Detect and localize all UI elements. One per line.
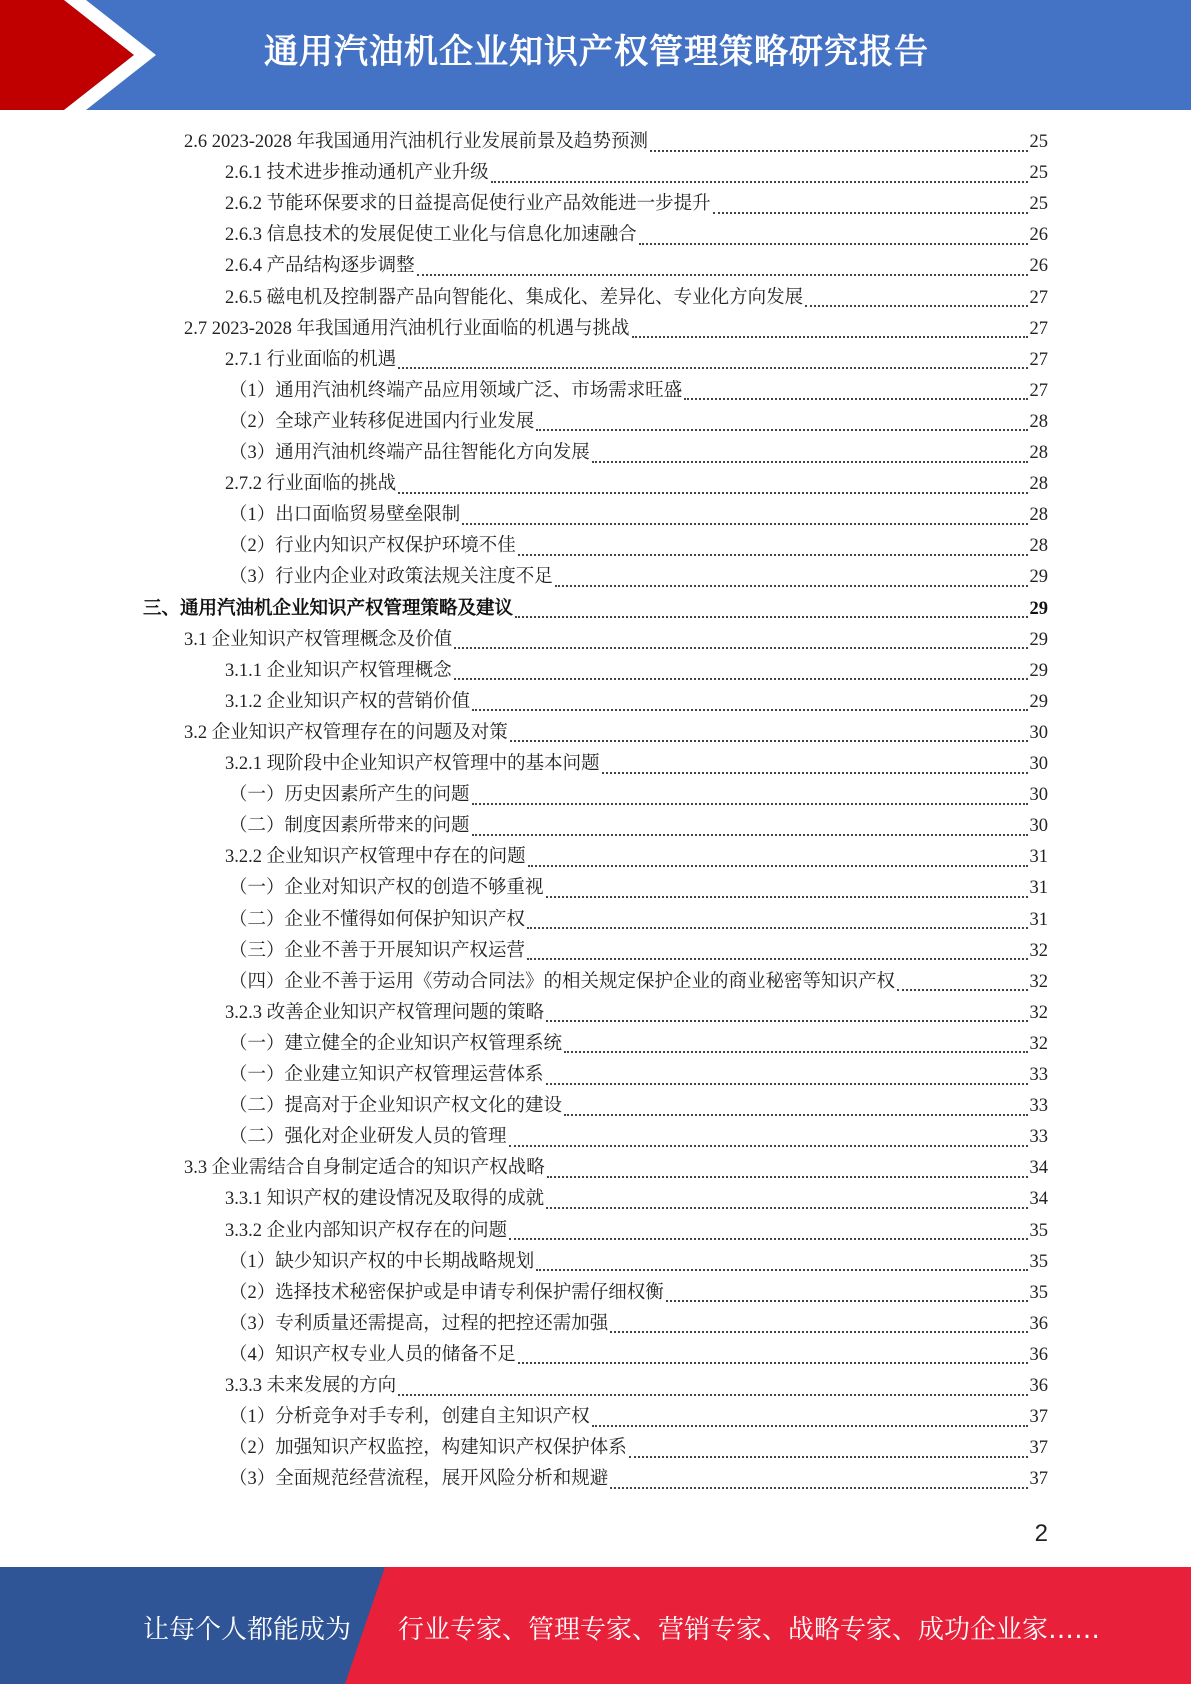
toc-entry[interactable] xyxy=(229,936,1048,967)
toc-entry[interactable] xyxy=(229,1278,1048,1309)
toc-entry-page: 25 xyxy=(1029,132,1048,152)
toc-dot-leader xyxy=(639,243,1028,245)
toc-entry-label: （一）企业建立知识产权管理运营体系 xyxy=(229,1065,544,1085)
toc-dot-leader xyxy=(462,523,1027,525)
document-title: 通用汽油机企业知识产权管理策略研究报告 xyxy=(264,32,929,72)
toc-dot-leader xyxy=(805,305,1027,307)
toc-entry[interactable] xyxy=(225,251,1048,282)
toc-entry-label: （一）历史因素所产生的问题 xyxy=(229,785,470,806)
toc-entry-label: （1）出口面临贸易壁垒限制 xyxy=(229,505,461,526)
toc-entry-label: 3.3 企业需结合自身制定适合的知识产权战略 xyxy=(184,1158,545,1179)
toc-entry-label: （二）提高对于企业知识产权文化的建设 xyxy=(229,1096,563,1117)
toc-entry[interactable] xyxy=(225,189,1048,220)
toc-entry-label: （4）知识产权专业人员的储备不足 xyxy=(229,1344,516,1365)
toc-entry-label: 3.3.1 知识产权的建设情况及取得的成就 xyxy=(225,1189,545,1210)
toc-entry[interactable] xyxy=(229,1402,1048,1433)
toc-entry[interactable] xyxy=(143,594,1048,625)
toc-entry-page: 30 xyxy=(1029,722,1048,743)
toc-entry[interactable] xyxy=(229,905,1048,936)
toc-dot-leader xyxy=(509,1238,1027,1240)
toc-dot-leader xyxy=(527,958,1027,960)
toc-entry-label: （3）专利质量还需提高，过程的把控还需加强 xyxy=(229,1313,609,1334)
toc-entry-page: 25 xyxy=(1029,163,1048,184)
toc-entry-label: 3.2 企业知识产权管理存在的问题及对策 xyxy=(184,722,508,743)
toc-dot-leader xyxy=(518,1362,1028,1364)
toc-entry-label: （三）企业不善于开展知识产权运营 xyxy=(229,940,526,961)
toc-entry[interactable] xyxy=(225,220,1048,251)
toc-entry[interactable] xyxy=(225,998,1048,1029)
toc-dot-leader xyxy=(454,647,1027,649)
toc-entry-label: （3）全面规范经营流程，展开风险分析和规避 xyxy=(229,1469,609,1490)
toc-entry-page: 29 xyxy=(1029,660,1048,681)
toc-entry-page: 28 xyxy=(1029,474,1048,495)
toc-entry-page: 26 xyxy=(1029,256,1048,277)
toc-entry-label: 2.7.1 行业面临的机遇 xyxy=(225,349,397,370)
toc-entry-label: 3.2.2 企业知识产权管理中存在的问题 xyxy=(225,847,526,868)
toc-entry-page: 35 xyxy=(1029,1251,1048,1272)
toc-entry-page: 37 xyxy=(1029,1438,1048,1459)
toc-entry-page: 31 xyxy=(1029,909,1048,930)
toc-entry-page: 28 xyxy=(1029,411,1048,432)
toc-entry-label: （2）行业内知识产权保护环境不佳 xyxy=(229,536,516,557)
toc-dot-leader xyxy=(515,616,1027,618)
toc-entry-label: 2.7 2023-2028 年我国通用汽油机行业面临的机遇与挑战 xyxy=(184,318,630,339)
toc-entry-page: 28 xyxy=(1029,505,1048,526)
toc-entry-page: 27 xyxy=(1029,287,1048,308)
toc-entry[interactable] xyxy=(229,1433,1048,1464)
toc-entry-page: 37 xyxy=(1029,1407,1048,1428)
toc-entry-page: 33 xyxy=(1029,1127,1048,1148)
toc-entry[interactable] xyxy=(229,562,1048,593)
toc-dot-leader xyxy=(650,150,1027,152)
toc-dot-leader xyxy=(564,1114,1027,1116)
toc-entry[interactable] xyxy=(225,687,1048,718)
toc-dot-leader xyxy=(472,709,1027,711)
toc-entry-page: 31 xyxy=(1029,847,1048,868)
toc-dot-leader xyxy=(602,772,1028,774)
toc-entry-page: 32 xyxy=(1029,940,1048,961)
toc-entry-page: 33 xyxy=(1029,1096,1048,1117)
toc-dot-leader xyxy=(472,834,1028,836)
toc-dot-leader xyxy=(629,1456,1028,1458)
toc-entry-page: 29 xyxy=(1029,567,1048,588)
toc-entry-label: （一）企业对知识产权的创造不够重视 xyxy=(229,878,544,899)
toc-dot-leader xyxy=(546,1083,1028,1085)
toc-entry[interactable] xyxy=(229,531,1048,562)
header-chevron-decoration xyxy=(0,0,170,110)
toc-entry-label: 3.2.3 改善企业知识产权管理问题的策略 xyxy=(225,1002,545,1023)
toc-entry[interactable] xyxy=(229,780,1048,811)
toc-entry-page: 35 xyxy=(1029,1220,1048,1241)
toc-entry-page: 27 xyxy=(1029,349,1048,370)
toc-entry[interactable] xyxy=(225,1184,1048,1215)
toc-entry-label: 3.3.3 未来发展的方向 xyxy=(225,1376,397,1396)
toc-dot-leader xyxy=(684,398,1027,400)
toc-entry-label: （3）行业内企业对政策法规关注度不足 xyxy=(229,567,553,588)
toc-entry[interactable] xyxy=(225,1216,1048,1247)
toc-entry[interactable] xyxy=(225,842,1048,873)
page-number: 2 xyxy=(1034,1520,1048,1547)
toc-entry-page: 28 xyxy=(1029,536,1048,557)
toc-entry[interactable] xyxy=(229,1029,1048,1060)
toc-dot-leader xyxy=(398,1394,1027,1396)
toc-dot-leader xyxy=(417,274,1028,276)
toc-dot-leader xyxy=(398,367,1027,369)
toc-entry[interactable] xyxy=(184,718,1048,749)
toc-entry-page: 28 xyxy=(1029,443,1048,463)
toc-entry-page: 26 xyxy=(1029,225,1048,246)
toc-entry[interactable] xyxy=(229,1122,1048,1153)
toc-entry-label: （二）企业不懂得如何保护知识产权 xyxy=(229,909,526,930)
toc-entry[interactable] xyxy=(229,967,1048,998)
toc-entry-page: 27 xyxy=(1029,318,1048,339)
toc-dot-leader xyxy=(592,461,1028,463)
toc-dot-leader xyxy=(632,336,1028,338)
toc-entry[interactable] xyxy=(229,376,1048,407)
toc-entry-page: 33 xyxy=(1029,1065,1048,1085)
toc-entry-page: 31 xyxy=(1029,878,1048,899)
toc-entry[interactable] xyxy=(229,438,1048,469)
toc-entry-page: 30 xyxy=(1029,754,1048,774)
toc-entry[interactable] xyxy=(225,749,1048,780)
toc-entry[interactable] xyxy=(225,345,1048,376)
toc-dot-leader xyxy=(610,1331,1027,1333)
toc-entry-label: 3.1.2 企业知识产权的营销价值 xyxy=(225,691,471,712)
toc-entry-label: 2.6 2023-2028 年我国通用汽油机行业发展前景及趋势预测 xyxy=(184,132,649,152)
toc-entry-page: 27 xyxy=(1029,380,1048,401)
toc-entry-page: 32 xyxy=(1029,971,1048,992)
toc-entry[interactable] xyxy=(225,656,1048,687)
toc-entry-page: 36 xyxy=(1029,1376,1048,1396)
toc-entry[interactable] xyxy=(184,314,1048,345)
toc-dot-leader xyxy=(491,181,1028,183)
toc-dot-leader xyxy=(555,585,1028,587)
toc-entry[interactable] xyxy=(229,873,1048,904)
page-footer xyxy=(0,1567,1191,1684)
toc-entry-page: 29 xyxy=(1029,598,1048,619)
toc-dot-leader xyxy=(536,429,1027,431)
toc-entry-label: （二）制度因素所带来的问题 xyxy=(229,816,470,837)
toc-dot-leader xyxy=(547,1176,1028,1178)
toc-entry-label: 三、通用汽油机企业知识产权管理策略及建议 xyxy=(143,598,514,619)
toc-entry-label: （2）加强知识产权监控，构建知识产权保护体系 xyxy=(229,1438,627,1459)
toc-entry-page: 32 xyxy=(1029,1002,1048,1023)
toc-entry[interactable] xyxy=(229,500,1048,531)
toc-dot-leader xyxy=(527,927,1027,929)
toc-dot-leader xyxy=(546,896,1028,898)
toc-dot-leader xyxy=(897,989,1027,991)
toc-entry-label: （3）通用汽油机终端产品往智能化方向发展 xyxy=(229,443,590,463)
toc-dot-leader xyxy=(518,554,1028,556)
toc-entry-label: （1）分析竞争对手专利，创建自主知识产权 xyxy=(229,1407,590,1428)
footer-slogan-left: 让每个人都能成为 xyxy=(143,1615,352,1645)
toc-entry[interactable] xyxy=(225,1371,1048,1402)
toc-entry-label: （一）建立健全的企业知识产权管理系统 xyxy=(229,1033,563,1054)
toc-dot-leader xyxy=(564,1051,1027,1053)
toc-entry-page: 34 xyxy=(1029,1158,1048,1179)
toc-entry[interactable] xyxy=(229,1091,1048,1122)
toc-dot-leader xyxy=(398,492,1027,494)
toc-entry[interactable] xyxy=(225,283,1048,314)
toc-entry-label: 3.1.1 企业知识产权管理概念 xyxy=(225,660,452,681)
toc-entry[interactable] xyxy=(229,1340,1048,1371)
toc-entry-label: （四）企业不善于运用《劳动合同法》的相关规定保护企业的商业秘密等知识产权 xyxy=(229,971,896,992)
toc-entry-page: 29 xyxy=(1029,629,1048,650)
toc-entry-page: 35 xyxy=(1029,1282,1048,1303)
toc-entry-page: 25 xyxy=(1029,194,1048,215)
toc-entry[interactable] xyxy=(184,625,1048,656)
toc-entry-page: 36 xyxy=(1029,1313,1048,1334)
toc-entry-label: （2）全球产业转移促进国内行业发展 xyxy=(229,411,535,432)
toc-entry[interactable] xyxy=(225,158,1048,189)
toc-entry-page: 32 xyxy=(1029,1033,1048,1054)
toc-entry[interactable] xyxy=(229,1309,1048,1340)
toc-entry[interactable] xyxy=(229,407,1048,438)
toc-entry-page: 29 xyxy=(1029,691,1048,712)
toc-entry[interactable] xyxy=(184,1153,1048,1184)
toc-entry-label: 3.3.2 企业内部知识产权存在的问题 xyxy=(225,1220,508,1241)
toc-dot-leader xyxy=(666,1300,1028,1302)
toc-entry-label: 2.6.2 节能环保要求的日益提高促使行业产品效能进一步提升 xyxy=(225,194,711,215)
toc-entry-label: （1）通用汽油机终端产品应用领域广泛、市场需求旺盛 xyxy=(229,380,683,401)
toc-entry-label: 2.6.1 技术进步推动通机产业升级 xyxy=(225,163,489,184)
toc-entry-label: 2.6.4 产品结构逐步调整 xyxy=(225,256,415,277)
toc-entry-page: 34 xyxy=(1029,1189,1048,1210)
toc-entry-label: 2.6.3 信息技术的发展促使工业化与信息化加速融合 xyxy=(225,225,637,246)
toc-dot-leader xyxy=(509,1145,1028,1147)
toc-entry-label: 3.2.1 现阶段中企业知识产权管理中的基本问题 xyxy=(225,754,600,774)
toc-entry-label: 2.6.5 磁电机及控制器产品向智能化、集成化、差异化、专业化方向发展 xyxy=(225,287,804,308)
toc-entry-page: 37 xyxy=(1029,1469,1048,1490)
toc-dot-leader xyxy=(510,740,1028,742)
toc-dot-leader xyxy=(536,1269,1027,1271)
toc-entry-label: （二）强化对企业研发人员的管理 xyxy=(229,1127,507,1148)
toc-dot-leader xyxy=(546,1207,1027,1209)
toc-dot-leader xyxy=(610,1487,1027,1489)
toc-entry-page: 30 xyxy=(1029,816,1048,837)
toc-entry-page: 36 xyxy=(1029,1344,1048,1365)
toc-dot-leader xyxy=(528,865,1028,867)
toc-entry-label: （1）缺少知识产权的中长期战略规划 xyxy=(229,1251,535,1272)
toc-entry[interactable] xyxy=(229,1464,1048,1495)
toc-entry[interactable] xyxy=(225,469,1048,500)
toc-entry-label: 2.7.2 行业面临的挑战 xyxy=(225,474,397,495)
footer-slogan-right: 行业专家、管理专家、营销专家、战略专家、成功企业家…… xyxy=(398,1615,1101,1645)
toc-entry[interactable] xyxy=(229,811,1048,842)
toc-entry[interactable] xyxy=(184,127,1048,158)
toc-entry[interactable] xyxy=(229,1060,1048,1091)
toc-entry-page: 30 xyxy=(1029,785,1048,806)
toc-dot-leader xyxy=(454,678,1028,680)
toc-entry-label: 3.1 企业知识产权管理概念及价值 xyxy=(184,629,453,650)
toc-dot-leader xyxy=(546,1020,1027,1022)
toc-dot-leader xyxy=(713,212,1028,214)
toc-dot-leader xyxy=(472,803,1028,805)
toc-dot-leader xyxy=(592,1425,1028,1427)
toc-entry[interactable] xyxy=(229,1247,1048,1278)
toc-entry-label: （2）选择技术秘密保护或是申请专利保护需仔细权衡 xyxy=(229,1282,664,1303)
page-header xyxy=(0,0,1191,110)
